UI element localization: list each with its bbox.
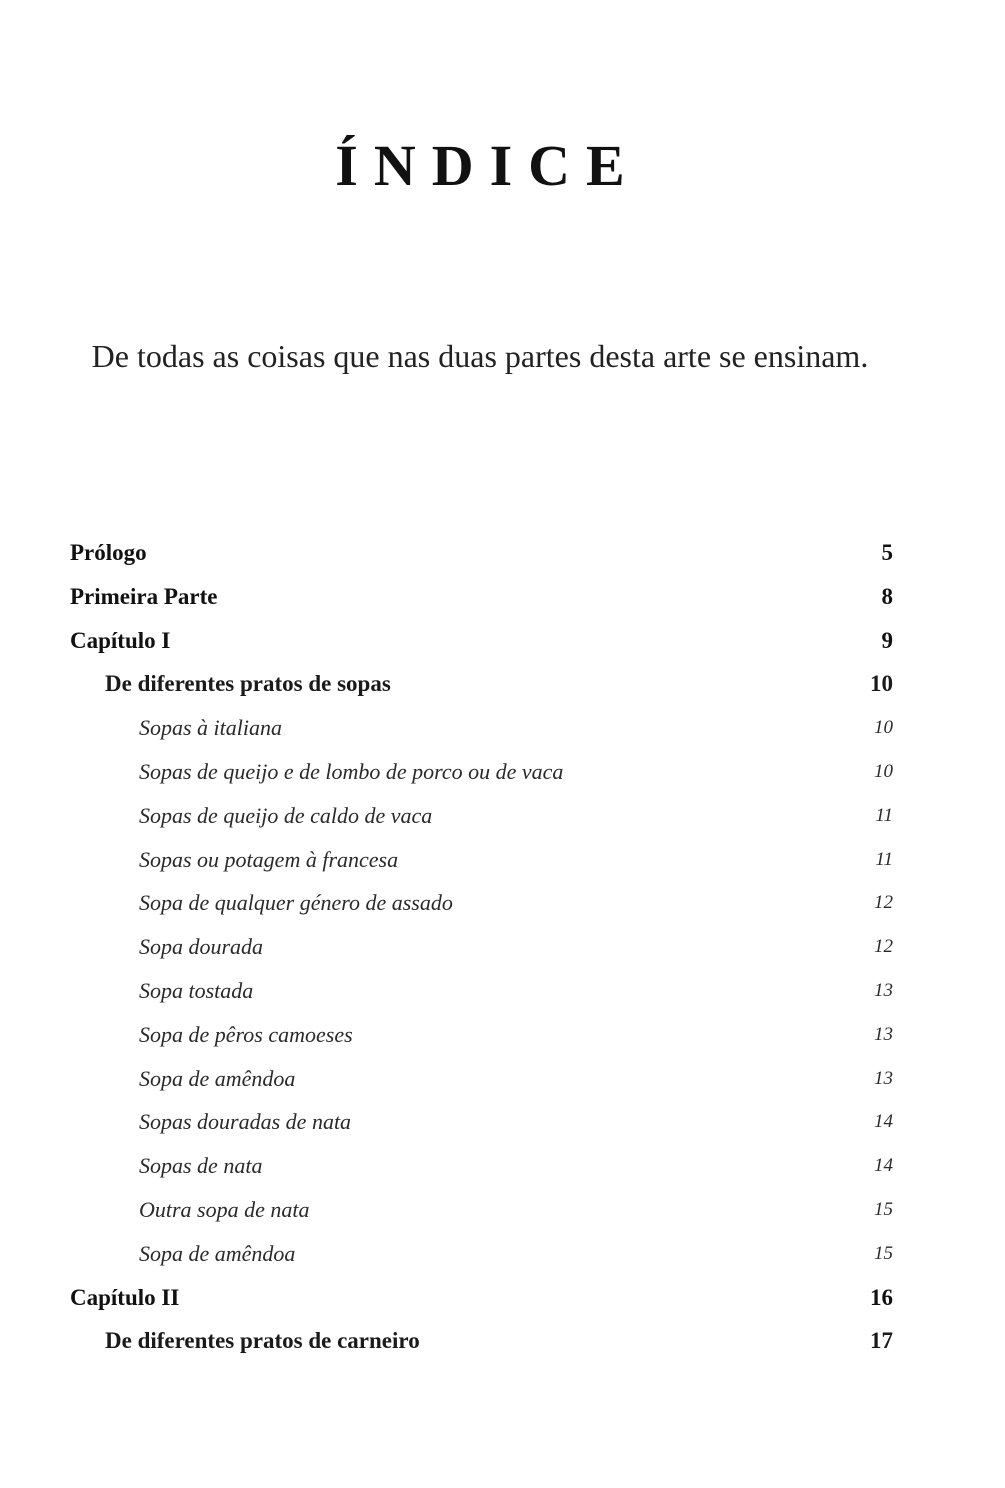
toc-entry-label: Sopa de amêndoa — [139, 1065, 296, 1091]
toc-entry-page: 14 — [874, 1111, 893, 1133]
toc-entry[interactable] — [70, 925, 893, 969]
toc-entry-label: Sopas à italiana — [139, 715, 283, 741]
page-title: ÍNDICE — [335, 133, 641, 198]
toc-entry-page: 9 — [881, 627, 893, 653]
toc-entry[interactable] — [70, 750, 893, 794]
toc-entry[interactable] — [70, 794, 893, 838]
toc-entry-page: 10 — [874, 717, 893, 739]
toc-entry-page: 13 — [874, 979, 893, 1001]
toc-entry[interactable] — [70, 881, 893, 925]
toc-entry-page: 12 — [874, 892, 893, 914]
toc-entry-label: De diferentes pratos de sopas — [105, 671, 391, 697]
toc-entry-page: 10 — [870, 671, 893, 697]
toc-entry[interactable] — [70, 838, 893, 882]
page-subtitle: De todas as coisas que nas duas partes desta arte se ensinam. — [91, 338, 869, 374]
toc-entry[interactable] — [70, 1144, 893, 1188]
toc-entry-page: 13 — [874, 1067, 893, 1089]
toc-entry-page: 14 — [874, 1155, 893, 1177]
toc-entry-page: 17 — [870, 1328, 893, 1354]
toc-entry-page: 10 — [874, 760, 893, 782]
toc-entry[interactable] — [70, 1276, 893, 1320]
toc-entry-label: Sopas de queijo e de lombo de porco ou de vaca — [139, 758, 564, 784]
toc-entry-page: 12 — [874, 936, 893, 958]
toc-entry[interactable] — [70, 531, 893, 575]
toc-entry-label: De diferentes pratos de carneiro — [105, 1328, 420, 1354]
toc-entry-page: 8 — [881, 583, 893, 609]
toc-entry-label: Sopa tostada — [139, 977, 254, 1003]
toc-entry-label: Sopa de qualquer género de assado — [139, 890, 453, 916]
toc-entry-label: Prólogo — [70, 540, 147, 565]
toc-entry-page: 15 — [874, 1198, 893, 1220]
toc-entry[interactable] — [70, 1232, 893, 1276]
toc-entry-label: Sopa de pêros camoeses — [139, 1021, 353, 1047]
toc-entry[interactable] — [70, 1188, 893, 1232]
toc-entry[interactable] — [70, 1100, 893, 1144]
toc-entry-page: 5 — [881, 540, 893, 565]
toc-entry[interactable] — [70, 1319, 893, 1363]
toc-entry[interactable] — [70, 1013, 893, 1057]
toc-entry-label: Sopa dourada — [139, 934, 264, 960]
toc-entry-label: Capítulo II — [70, 1284, 180, 1310]
toc-entry[interactable] — [70, 575, 893, 619]
toc-entry-page: 16 — [870, 1284, 893, 1310]
toc-entry-page: 11 — [875, 848, 893, 870]
table-of-contents — [70, 531, 893, 1363]
toc-entry[interactable] — [70, 619, 893, 663]
toc-entry[interactable] — [70, 706, 893, 750]
toc-entry-label: Sopas ou potagem à francesa — [139, 846, 399, 872]
toc-entry-label: Outra sopa de nata — [139, 1196, 310, 1222]
toc-entry-page: 15 — [874, 1242, 893, 1264]
toc-entry[interactable] — [70, 662, 893, 706]
toc-entry-page: 13 — [874, 1023, 893, 1045]
toc-entry-page: 11 — [875, 804, 893, 826]
toc-entry[interactable] — [70, 1057, 893, 1101]
toc-entry-label: Sopas de nata — [139, 1153, 263, 1179]
toc-entry-label: Primeira Parte — [70, 583, 218, 609]
toc-entry-label: Sopas de queijo de caldo de vaca — [139, 802, 433, 828]
toc-entry-label: Capítulo I — [70, 627, 171, 653]
toc-entry-label: Sopa de amêndoa — [139, 1240, 296, 1266]
toc-entry-label: Sopas douradas de nata — [139, 1109, 352, 1135]
toc-entry[interactable] — [70, 969, 893, 1013]
